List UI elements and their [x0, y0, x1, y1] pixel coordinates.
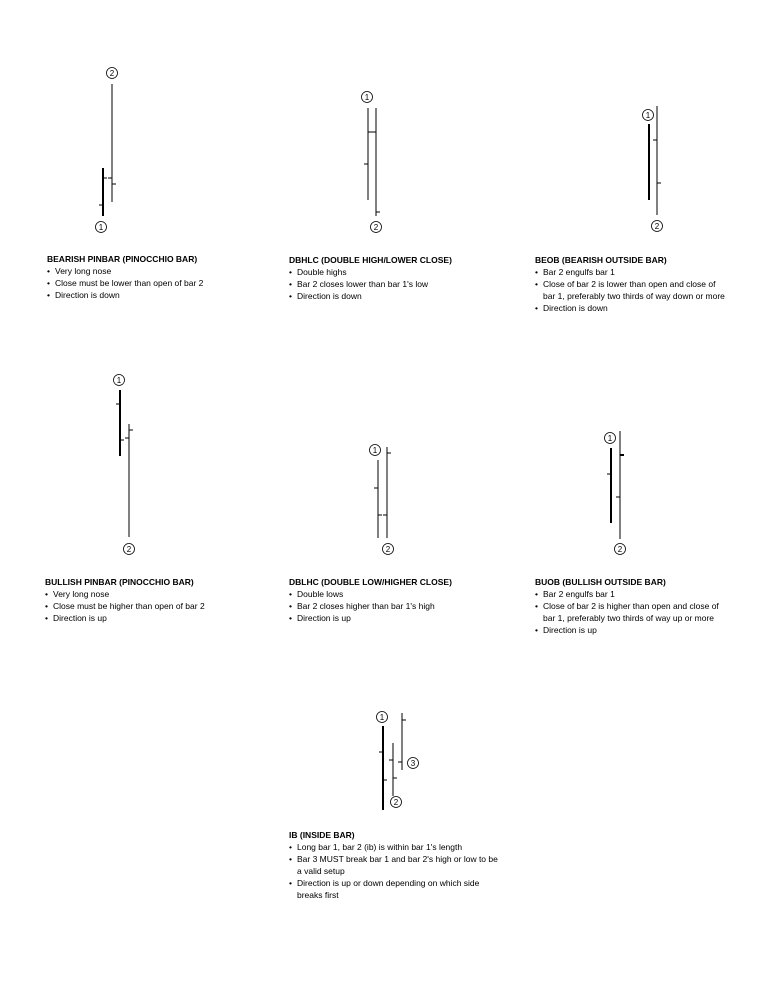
beob-label-2 [652, 221, 663, 232]
circle-label: 1 [645, 111, 651, 120]
dblhc-label-1 [370, 445, 381, 456]
pattern-bullet: • Very long nose [47, 265, 257, 277]
bullish-pinbar-bars [116, 390, 133, 537]
inside-bar-label-3 [408, 758, 419, 769]
pattern-bullet: • Direction is down [289, 290, 499, 302]
dbhlc-bars [364, 108, 380, 216]
dbhlc-label-1 [362, 92, 373, 103]
pattern-bullet: • Bar 2 engulfs bar 1 [535, 266, 725, 278]
circle-label: 1 [364, 93, 370, 102]
dbhlc-label-2 [371, 222, 382, 233]
circle-label: 1 [607, 434, 613, 443]
pattern-bullet: • Direction is up [535, 624, 725, 636]
inside-bar-bars [379, 713, 406, 810]
circle-label: 2 [617, 545, 623, 554]
pattern-title: BEOB (BEARISH OUTSIDE BAR) [535, 255, 667, 265]
pattern-bullet: • Double highs [289, 266, 499, 278]
beob-caption [535, 254, 725, 314]
inside-bar-label-2 [391, 797, 402, 808]
inside-bar-caption [289, 829, 504, 901]
circle-label: 1 [372, 446, 378, 455]
circle-label: 1 [379, 713, 385, 722]
dblhc-caption [289, 576, 499, 624]
bearish-pinbar-label-2 [107, 68, 118, 79]
pattern-title: BUOB (BULLISH OUTSIDE BAR) [535, 577, 666, 587]
pattern-bullet: • Long bar 1, bar 2 (ib) is within bar 1's length [289, 841, 504, 853]
pattern-bullet: • Direction is up or down depending on which side breaks first [289, 877, 504, 901]
pattern-bullet: • Close must be lower than open of bar 2 [47, 277, 257, 289]
pattern-bullet: • Close of bar 2 is lower than open and close of bar 1, preferably two thirds of way down or more [535, 278, 725, 302]
bearish-pinbar-bars [99, 84, 116, 216]
pattern-bullet: • Bar 2 closes higher than bar 1's high [289, 600, 499, 612]
pattern-bullet: • Bar 3 MUST break bar 1 and bar 2's high or low to be a valid setup [289, 853, 504, 877]
circle-label: 2 [654, 222, 660, 231]
pattern-bullet: • Bar 2 engulfs bar 1 [535, 588, 725, 600]
beob-label-1 [643, 110, 654, 121]
pattern-bullet: • Bar 2 closes lower than bar 1's low [289, 278, 499, 290]
bullish-pinbar-label-2 [124, 544, 135, 555]
circle-label: 1 [116, 376, 122, 385]
pattern-title: BULLISH PINBAR (PINOCCHIO BAR) [45, 577, 194, 587]
pattern-bullet: • Direction is up [45, 612, 255, 624]
dbhlc-caption [289, 254, 499, 302]
pattern-bullet: • Very long nose [45, 588, 255, 600]
pattern-title: DBHLC (DOUBLE HIGH/LOWER CLOSE) [289, 255, 452, 265]
circle-label: 1 [98, 223, 104, 232]
bullish-pinbar-caption [45, 576, 255, 624]
pattern-title: BEARISH PINBAR (PINOCCHIO BAR) [47, 254, 198, 264]
pattern-bullet: • Double lows [289, 588, 499, 600]
buob-bars [607, 431, 624, 539]
circle-label: 2 [126, 545, 132, 554]
buob-caption [535, 576, 725, 636]
circle-label: 2 [109, 69, 115, 78]
pattern-title: DBLHC (DOUBLE LOW/HIGHER CLOSE) [289, 577, 452, 587]
pattern-bullet: • Direction is up [289, 612, 499, 624]
bullish-pinbar-label-1 [114, 375, 125, 386]
pattern-bullet: • Direction is down [47, 289, 257, 301]
dblhc-label-2 [383, 544, 394, 555]
bearish-pinbar-label-1 [96, 222, 107, 233]
bearish-pinbar-caption [47, 253, 257, 301]
beob-bars [649, 106, 661, 215]
circle-label: 2 [373, 223, 379, 232]
buob-label-1 [605, 433, 616, 444]
circle-label: 2 [393, 798, 399, 807]
pattern-title: IB (INSIDE BAR) [289, 830, 355, 840]
pattern-bullet: • Direction is down [535, 302, 725, 314]
dblhc-bars [374, 447, 391, 538]
pattern-bullet: • Close of bar 2 is higher than open and close of bar 1, preferably two thirds of way up or more [535, 600, 725, 624]
pattern-bullet: • Close must be higher than open of bar 2 [45, 600, 255, 612]
circle-label: 2 [385, 545, 391, 554]
inside-bar-label-1 [377, 712, 388, 723]
buob-label-2 [615, 544, 626, 555]
circle-label: 3 [410, 759, 416, 768]
